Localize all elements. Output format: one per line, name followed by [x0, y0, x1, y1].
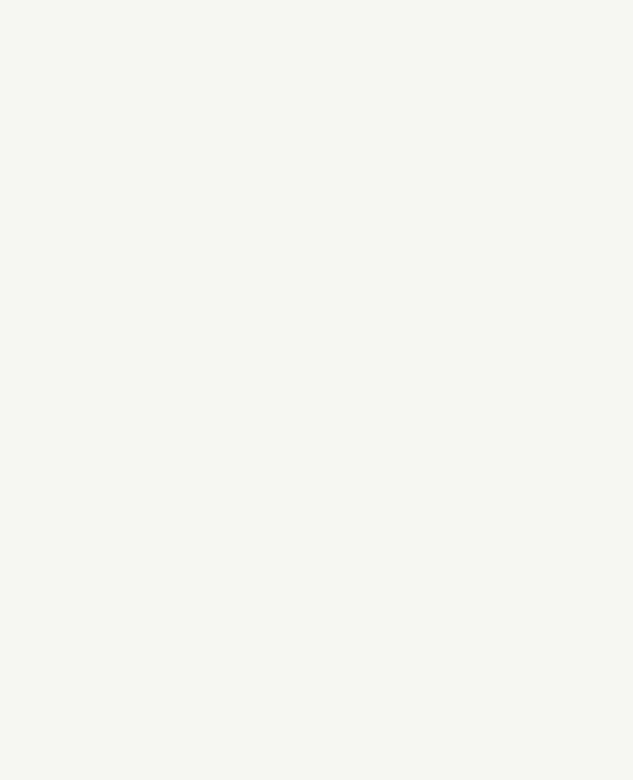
section2-item1 [60, 216, 86, 230]
material-item-2 [60, 457, 86, 471]
material-item-1 [60, 437, 86, 451]
section2-item2 [60, 236, 86, 250]
